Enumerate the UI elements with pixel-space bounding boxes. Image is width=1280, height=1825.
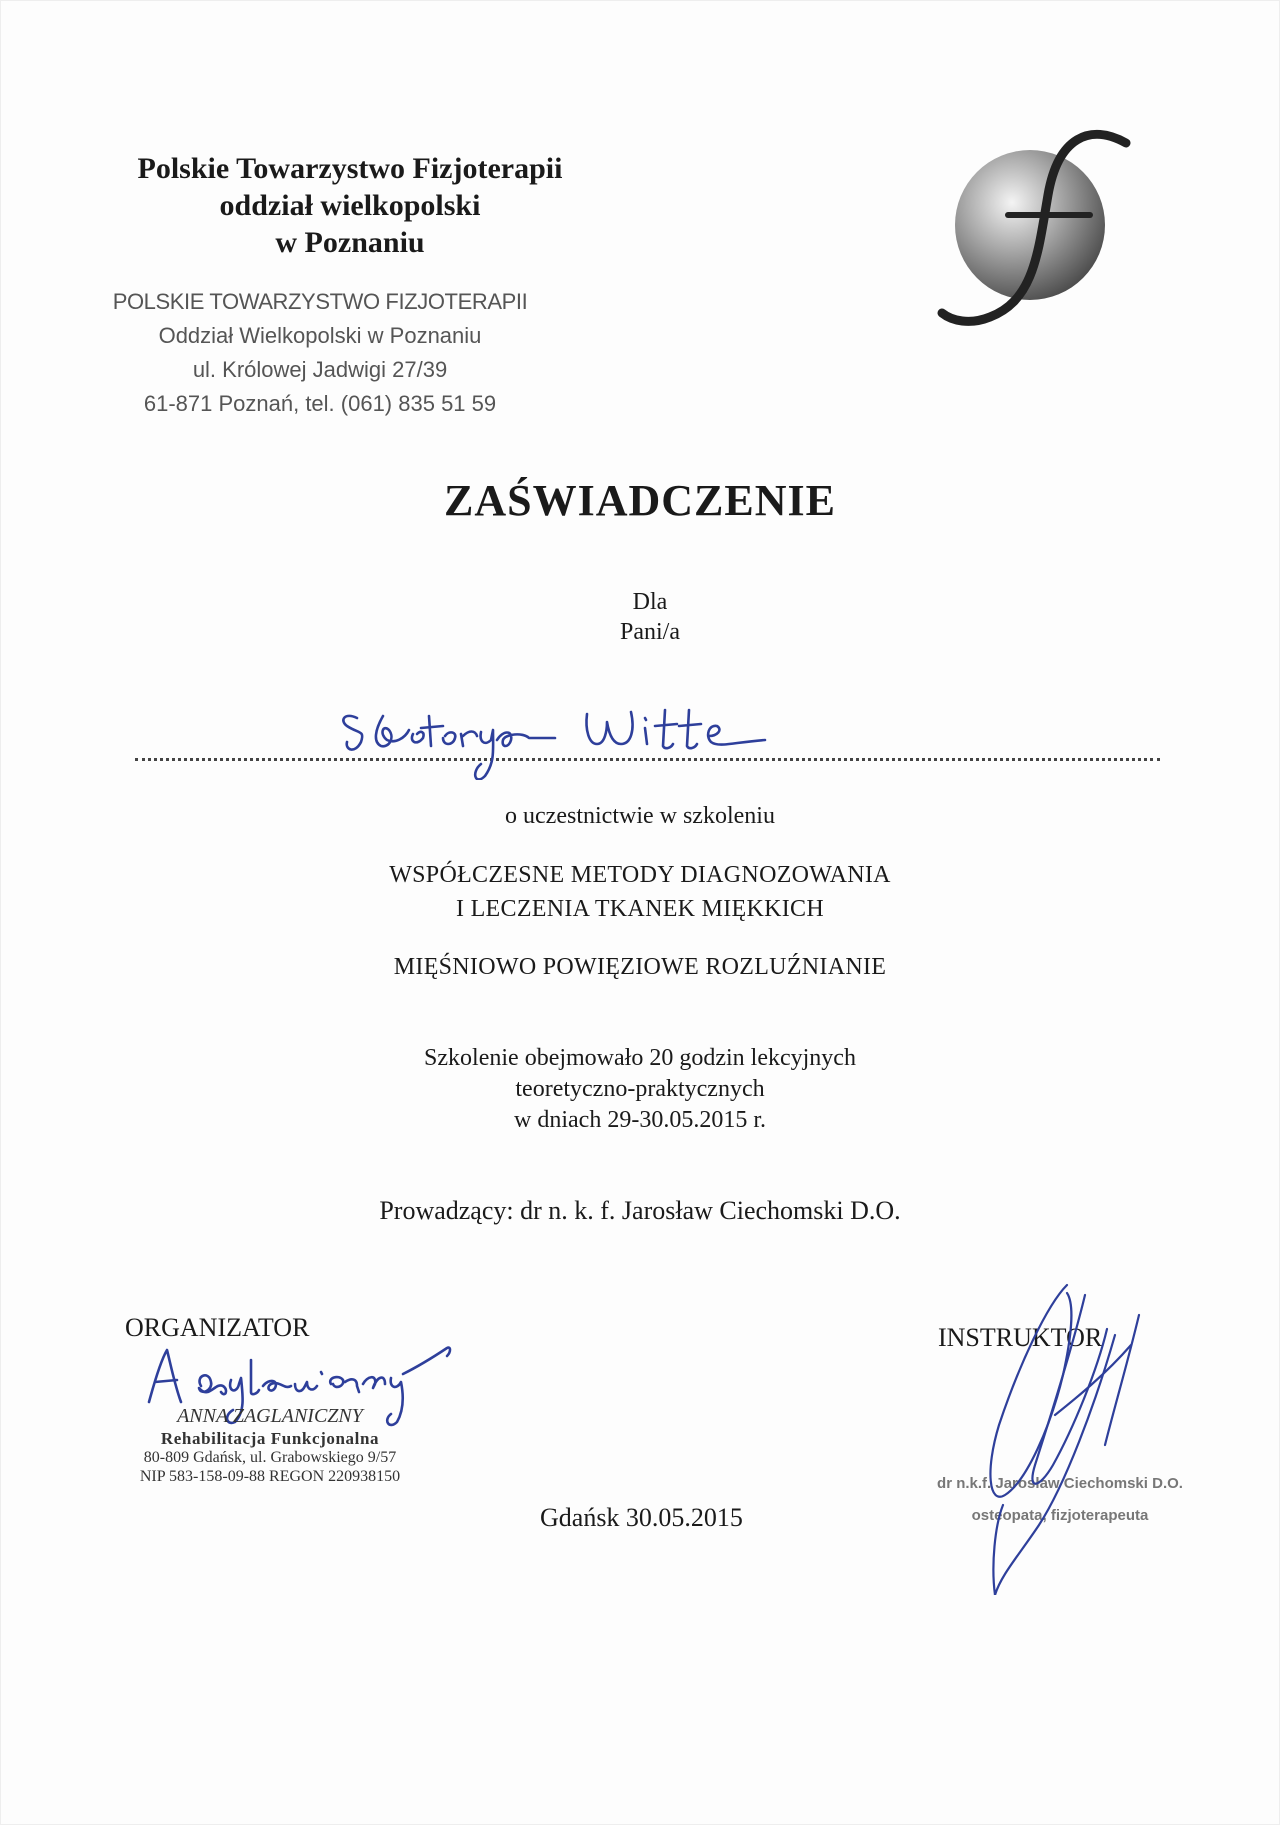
stamp-line-2: Oddział Wielkopolski w Poznaniu <box>158 323 482 348</box>
lecturer-text: Prowadzący: dr n. k. f. Jarosław Ciechomski D.O. <box>379 1196 901 1225</box>
organizer-stamp-name: ANNA ZAGLANICZNY <box>177 1405 363 1427</box>
organizer-stamp <box>115 1403 425 1486</box>
organizer-label: ORGANIZATOR <box>125 1313 310 1342</box>
recipient-name-line <box>135 690 1160 770</box>
instructor-label: INSTRUKTOR <box>938 1323 1103 1352</box>
participation-text: o uczestnictwie w szkoleniu <box>505 803 775 829</box>
place-date: Gdańsk 30.05.2015 <box>540 1503 743 1532</box>
document-title: ZAŚWIADCZENIE <box>444 476 836 525</box>
organization-header <box>110 150 590 261</box>
course-title-line-2: I LECZENIA TKANEK MIĘKKICH <box>456 896 824 922</box>
recipient-label-pani: Pani/a <box>620 619 680 645</box>
organization-stamp <box>100 285 540 421</box>
recipient-label <box>600 587 700 647</box>
organizer-stamp-address: 80-809 Gdańsk, ul. Grabowskiego 9/57 <box>143 1449 397 1466</box>
recipient-label-dla: Dla <box>632 589 668 615</box>
stamp-line-4: 61-871 Poznań, tel. (061) 835 51 59 <box>143 391 497 416</box>
instructor-stamp-line-2: osteopata, fizjoterapeuta <box>971 1507 1149 1524</box>
hours-line-3: w dniach 29-30.05.2015 r. <box>514 1107 766 1133</box>
course-title <box>0 858 1280 926</box>
instructor-stamp-line-1: dr n.k.f. Jarosław Ciechomski D.O. <box>937 1475 1183 1492</box>
hours-line-1: Szkolenie obejmowało 20 godzin lekcyjnych <box>424 1045 856 1071</box>
organizer-stamp-ids: NIP 583-158-09-88 REGON 220938150 <box>139 1468 401 1485</box>
handwritten-name-signature <box>325 690 1025 780</box>
header-line-2: oddział wielkopolski <box>219 189 481 222</box>
course-hours <box>0 1043 1280 1136</box>
course-title-line-1: WSPÓŁCZESNE METODY DIAGNOZOWANIA <box>389 862 891 888</box>
stamp-line-1: POLSKIE TOWARZYSTWO FIZJOTERAPII <box>112 289 528 314</box>
course-subtitle: MIĘŚNIOWO POWIĘZIOWE ROZLUŹNIANIE <box>393 954 887 980</box>
header-line-3: w Poznaniu <box>275 226 425 259</box>
instructor-signature <box>955 1275 1175 1595</box>
header-line-1: Polskie Towarzystwo Fizjoterapii <box>137 152 563 185</box>
stamp-line-3: ul. Królowej Jadwigi 27/39 <box>192 357 448 382</box>
ptf-logo-icon <box>930 125 1150 335</box>
hours-line-2: teoretyczno-praktycznych <box>515 1076 765 1102</box>
organizer-stamp-company: Rehabilitacja Funkcjonalna <box>160 1429 380 1448</box>
